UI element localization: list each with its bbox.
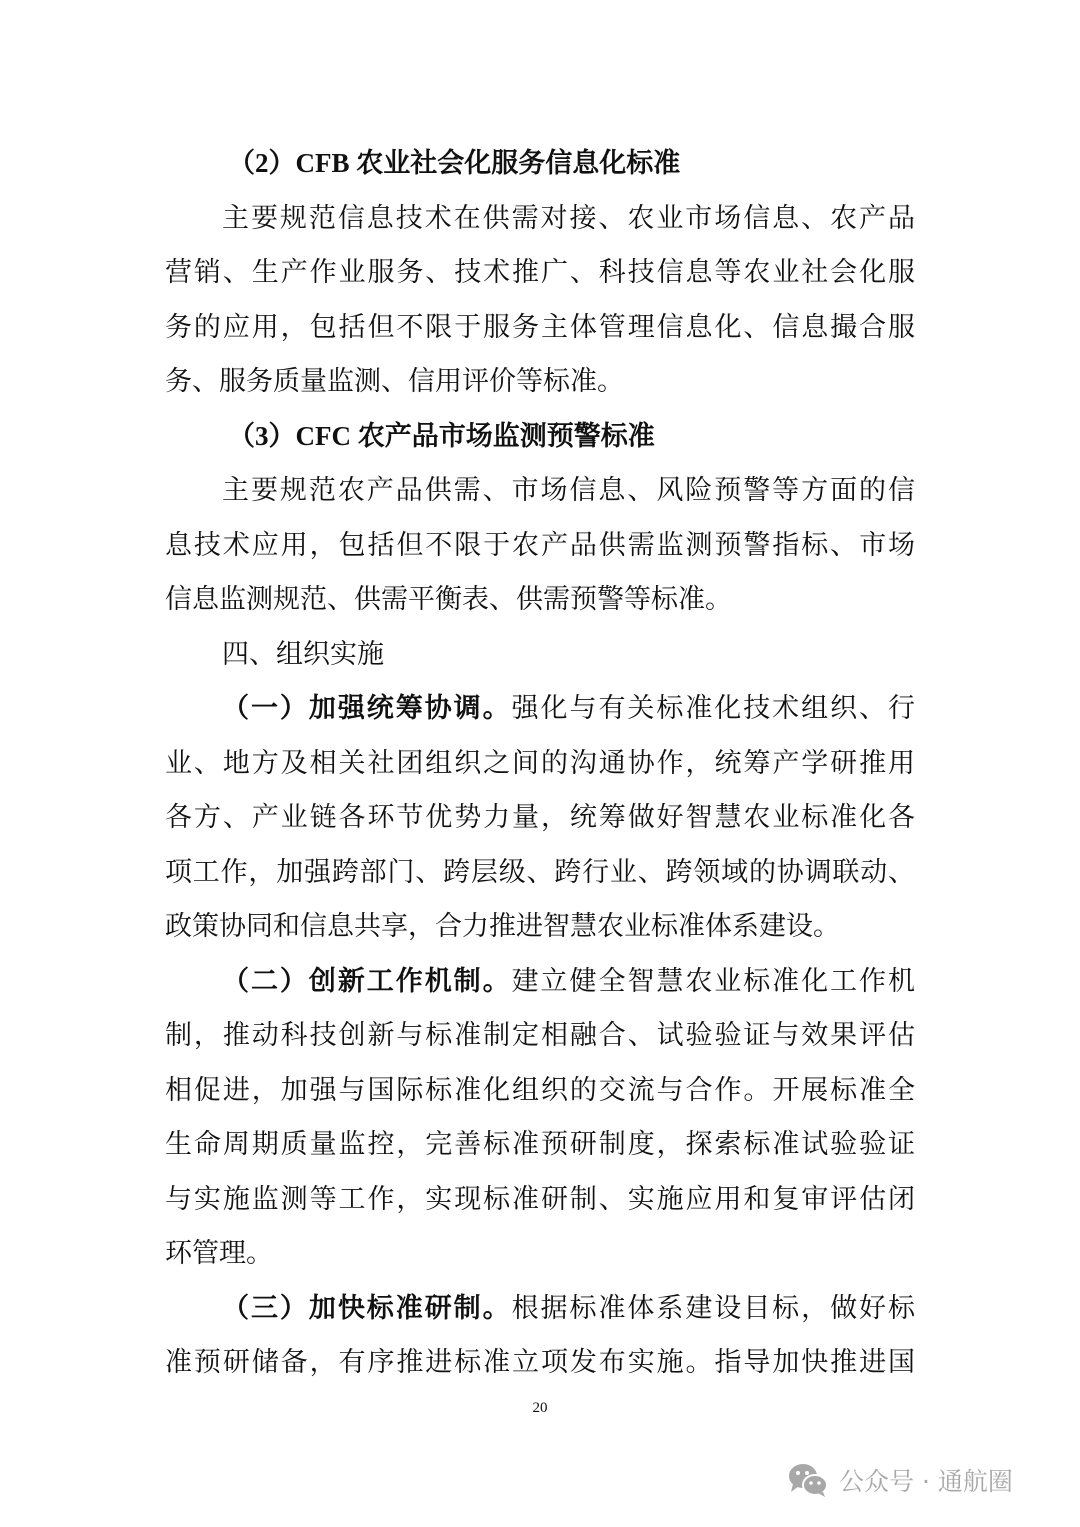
- wechat-icon: [787, 1462, 829, 1498]
- bold-lead-text: （三）加快标准研制。: [222, 1292, 512, 1323]
- text-line: [222, 634, 915, 674]
- text-line: [165, 1124, 915, 1164]
- watermark-text: 公众号 · 通航圈: [839, 1467, 1013, 1496]
- body-text: 息技术应用，包括但不限于农产品供需监测预警指标、市场: [165, 529, 915, 560]
- body-text: 强化与有关标准化技术组织、行: [511, 693, 916, 723]
- text-line: [165, 1070, 915, 1110]
- bold-lead-text: （二）创新工作机制。: [222, 965, 512, 996]
- text-line: [165, 906, 915, 946]
- text-line: [165, 1342, 915, 1382]
- body-text: 务、服务质量监测、信用评价等标准。: [165, 366, 624, 396]
- body-text: 相促进，加强与国际标准化组织的交流与合作。开展标准全: [165, 1074, 915, 1105]
- page-number: 20: [532, 1400, 548, 1416]
- body-text: 环管理。: [165, 1238, 273, 1268]
- text-line: [165, 797, 915, 837]
- body-text: 业、地方及相关社团组织之间的沟通协作，统筹产学研推用: [165, 747, 915, 778]
- text-line: [165, 361, 915, 401]
- body-text: 四、组织实施: [222, 638, 384, 669]
- body-text: 政策协同和信息共享，合力推进智慧农业标准体系建设。: [165, 911, 840, 941]
- text-line: [222, 1288, 915, 1328]
- watermark: [787, 1462, 1013, 1498]
- text-line: [165, 1233, 915, 1273]
- text-line: [222, 688, 915, 728]
- body-text: 主要规范农产品供需、市场信息、风险预警等方面的信: [222, 475, 915, 505]
- body-text: 与实施监测等工作，实现标准研制、实施应用和复审评估闭: [165, 1183, 915, 1214]
- text-line: [222, 961, 915, 1001]
- body-text: 主要规范信息技术在供需对接、农业市场信息、农产品: [222, 202, 915, 233]
- body-text: 项工作，加强跨部门、跨层级、跨行业、跨领域的协调联动、: [165, 856, 915, 887]
- body-text: 建立健全智慧农业标准化工作机: [511, 965, 916, 996]
- section-heading-line: [228, 416, 978, 456]
- text-line: [165, 252, 915, 292]
- body-text: 准预研储备，有序推进标准立项发布实施。指导加快推进国: [165, 1347, 915, 1377]
- section-heading-line: [228, 143, 978, 183]
- body-text: 生命周期质量监控，完善标准预研制度，探索标准试验验证: [165, 1129, 915, 1159]
- body-text: 各方、产业链各环节优势力量，统筹做好智慧农业标准化各: [165, 802, 915, 832]
- text-line: [165, 1179, 915, 1219]
- bold-lead-text: （2）CFB 农业社会化服务信息化标准: [228, 148, 681, 178]
- text-line: [165, 307, 915, 347]
- body-text: 营销、生产作业服务、技术推广、科技信息等农业社会化服: [165, 257, 915, 287]
- body-text: 务的应用，包括但不限于服务主体管理信息化、信息撮合服: [165, 311, 915, 342]
- text-line: [165, 743, 915, 783]
- text-line: [165, 525, 915, 565]
- text-line: [165, 579, 915, 619]
- body-text: 根据标准体系建设目标，做好标: [511, 1292, 916, 1323]
- bold-lead-text: （一）加强统筹协调。: [222, 693, 512, 723]
- body-text: 制，推动科技创新与标准制定相融合、试验验证与效果评估: [165, 1020, 915, 1050]
- body-text: 信息监测规范、供需平衡表、供需预警等标准。: [165, 584, 732, 614]
- text-line: [222, 198, 915, 238]
- bold-lead-text: （3）CFC 农产品市场监测预警标准: [228, 420, 655, 451]
- text-line: [222, 470, 915, 510]
- text-line: [165, 852, 915, 892]
- text-line: [165, 1015, 915, 1055]
